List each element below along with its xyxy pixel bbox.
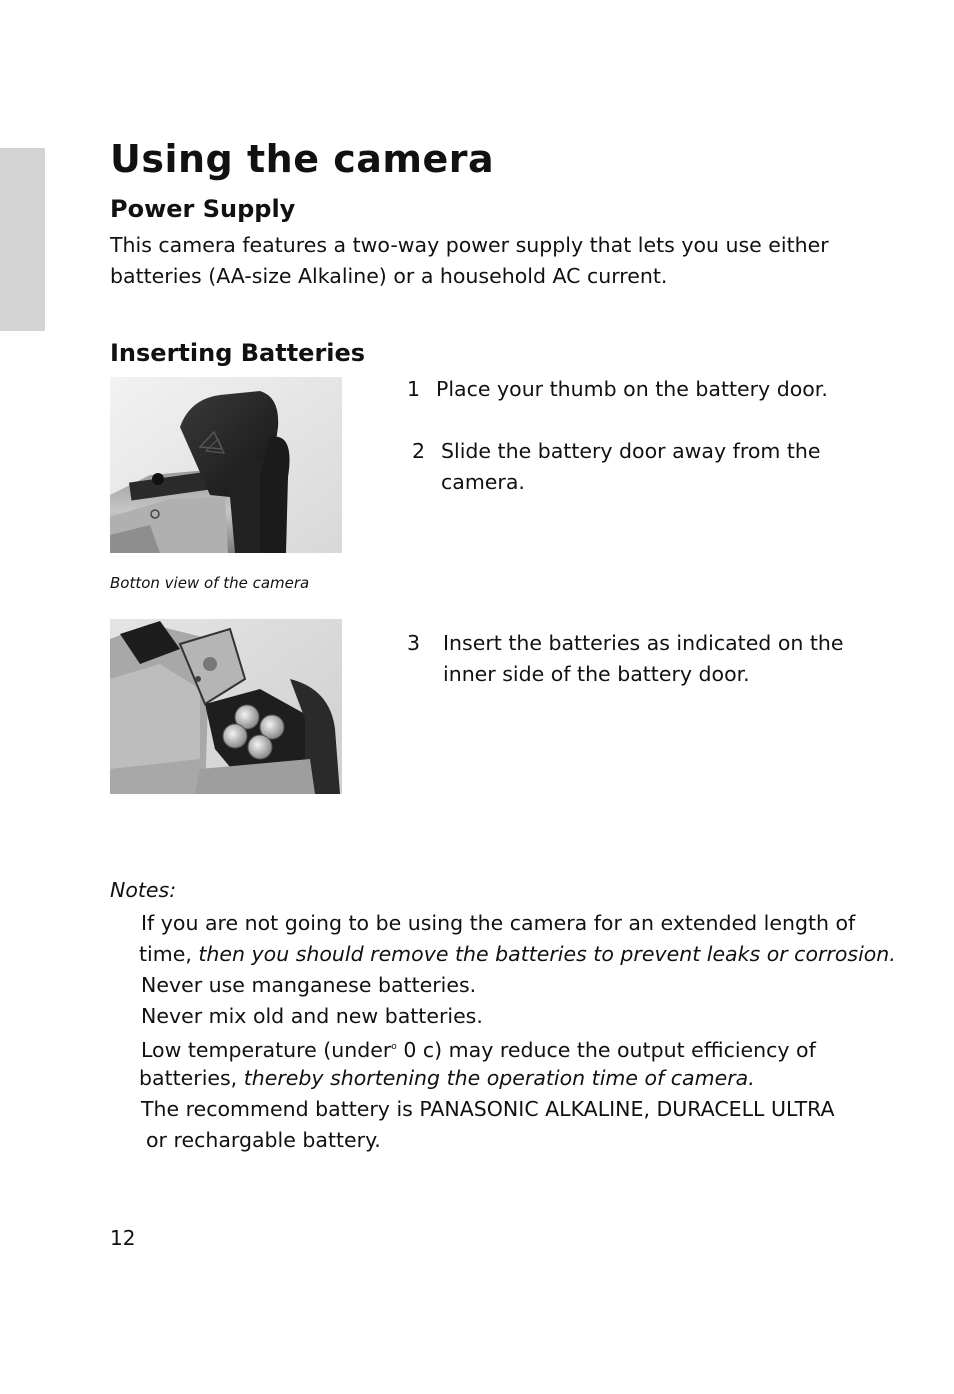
note-1-italic: then you should remove the batteries to prevent leaks or corrosion. [198,942,896,966]
power-supply-line-2: batteries (AA-size Alkaline) or a household AC current. [110,264,668,288]
page-number: 12 [110,1226,136,1250]
note-1-line-2 [139,939,896,970]
step-2-text-line-1: Slide the battery door away from the [441,439,821,463]
camera-bottom-photo [110,377,342,553]
note-4-batteries: batteries, [139,1066,238,1090]
note-5-line-2: or rechargable battery. [146,1128,381,1152]
section-side-tab [0,148,45,331]
battery-compartment-photo [110,619,342,794]
page-title: Using the camera [110,137,495,181]
photo-caption: Botton view of the camera [110,574,310,592]
step-3-text-line-2: inner side of the battery door. [443,662,750,686]
power-supply-line-1: This camera features a two-way power supply that lets you use either [110,233,829,257]
power-supply-heading: Power Supply [110,195,296,223]
step-2-number: 2 [412,439,426,463]
note-4-part-a: Low temperature (under [141,1037,392,1062]
note-4-line-2 [139,1063,755,1094]
note-5-line-1: The recommend battery is PANASONIC ALKALINE, DURACELL ULTRA [141,1097,835,1121]
power-supply-paragraph [110,230,870,292]
note-3: Never mix old and new batteries. [141,1004,483,1028]
note-4-part-b: 0 c) may reduce the output efficiency of [396,1037,816,1062]
degree-symbol: o [391,1042,397,1052]
inserting-batteries-heading: Inserting Batteries [110,339,366,367]
step-1-text: Place your thumb on the battery door. [436,377,828,401]
step-3-text-line-1: Insert the batteries as indicated on the [443,631,844,655]
note-4-italic: thereby shortening the operation time of camera. [243,1066,755,1090]
note-1-line-1: If you are not going to be using the camera for an extended length of [141,911,856,935]
note-4-line-1 [141,1032,816,1066]
step-1-number: 1 [407,377,421,401]
note-2: Never use manganese batteries. [141,973,477,997]
notes-label: Notes: [110,878,177,902]
step-3-number: 3 [407,631,421,655]
step-2-text-line-2: camera. [441,470,525,494]
note-1-time: time, [139,942,192,966]
